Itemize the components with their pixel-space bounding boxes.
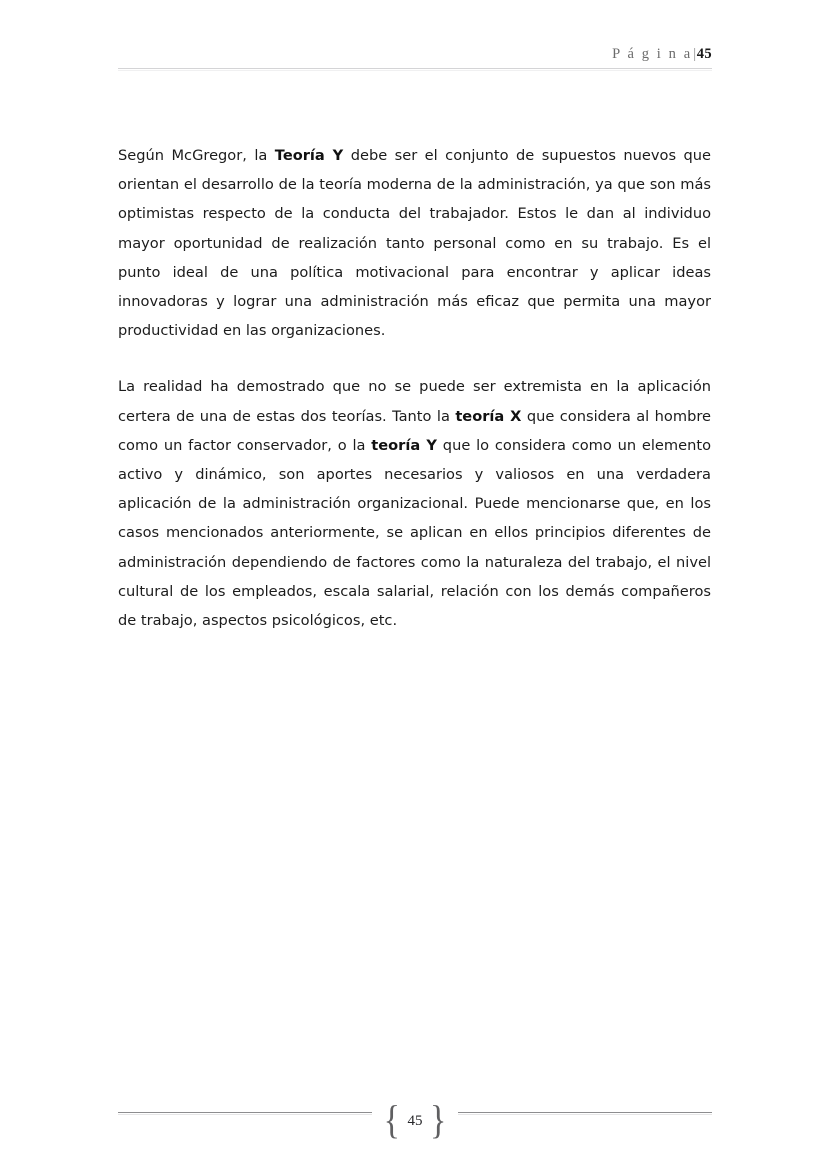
header-label-text: P á g i n a [612,46,693,62]
body-paragraph: La realidad ha demostrado que no se puede ser extremista en la aplicación certera de una de estas dos teorías. Tanto la teoría X que considera al hombre como un factor conservador, o la teoría Y que lo considera como un elemento activo y dinámico, son aportes necesarios y valiosos en una verdadera aplicación de la administración organizacional. Puede mencionarse que, en los casos mencionados anteriormente, se aplican en ellos principios diferentes de administración dependiendo de factores como la naturaleza del trabajo, el nivel cultural de los empleados, escala salarial, relación con los demás compañeros de trabajo, aspectos psicológicos, etc. [118,378,712,630]
header-page-label [612,44,712,64]
page-footer [118,1100,712,1148]
header-divider-line-secondary [118,70,712,71]
body-paragraph: Según McGregor, la Teoría Y debe ser el conjunto de supuestos nuevos que orientan el desarrollo de la teoría moderna de la administración, ya que son más optimistas respecto de la conducta del trabajador. Estos le dan al individuo mayor oportunidad de realización tanto personal como en su trabajo. Es el punto ideal de una política motivacional para encontrar y aplicar ideas innovadoras y lograr una administración más eficaz que permita una mayor productividad en las organizaciones. [118,147,711,340]
footer-divider-left-secondary [118,1114,386,1115]
footer-divider-right [444,1112,712,1113]
header-separator: | [693,46,697,62]
left-brace-icon: { [383,1098,400,1143]
emphasis-text: teoría X [455,407,522,425]
footer-divider-left [118,1112,386,1113]
header-page-number: 45 [696,46,712,62]
emphasis-text: Teoría Y [274,147,344,164]
header-divider-line [118,68,712,69]
right-brace-icon: } [430,1098,447,1143]
page-header [118,44,712,74]
document-body [118,141,711,635]
footer-divider-right-secondary [444,1114,712,1115]
emphasis-text: teoría Y [371,436,438,454]
footer-page-number: 45 [407,1113,423,1129]
footer-page-number-group [372,1100,458,1142]
